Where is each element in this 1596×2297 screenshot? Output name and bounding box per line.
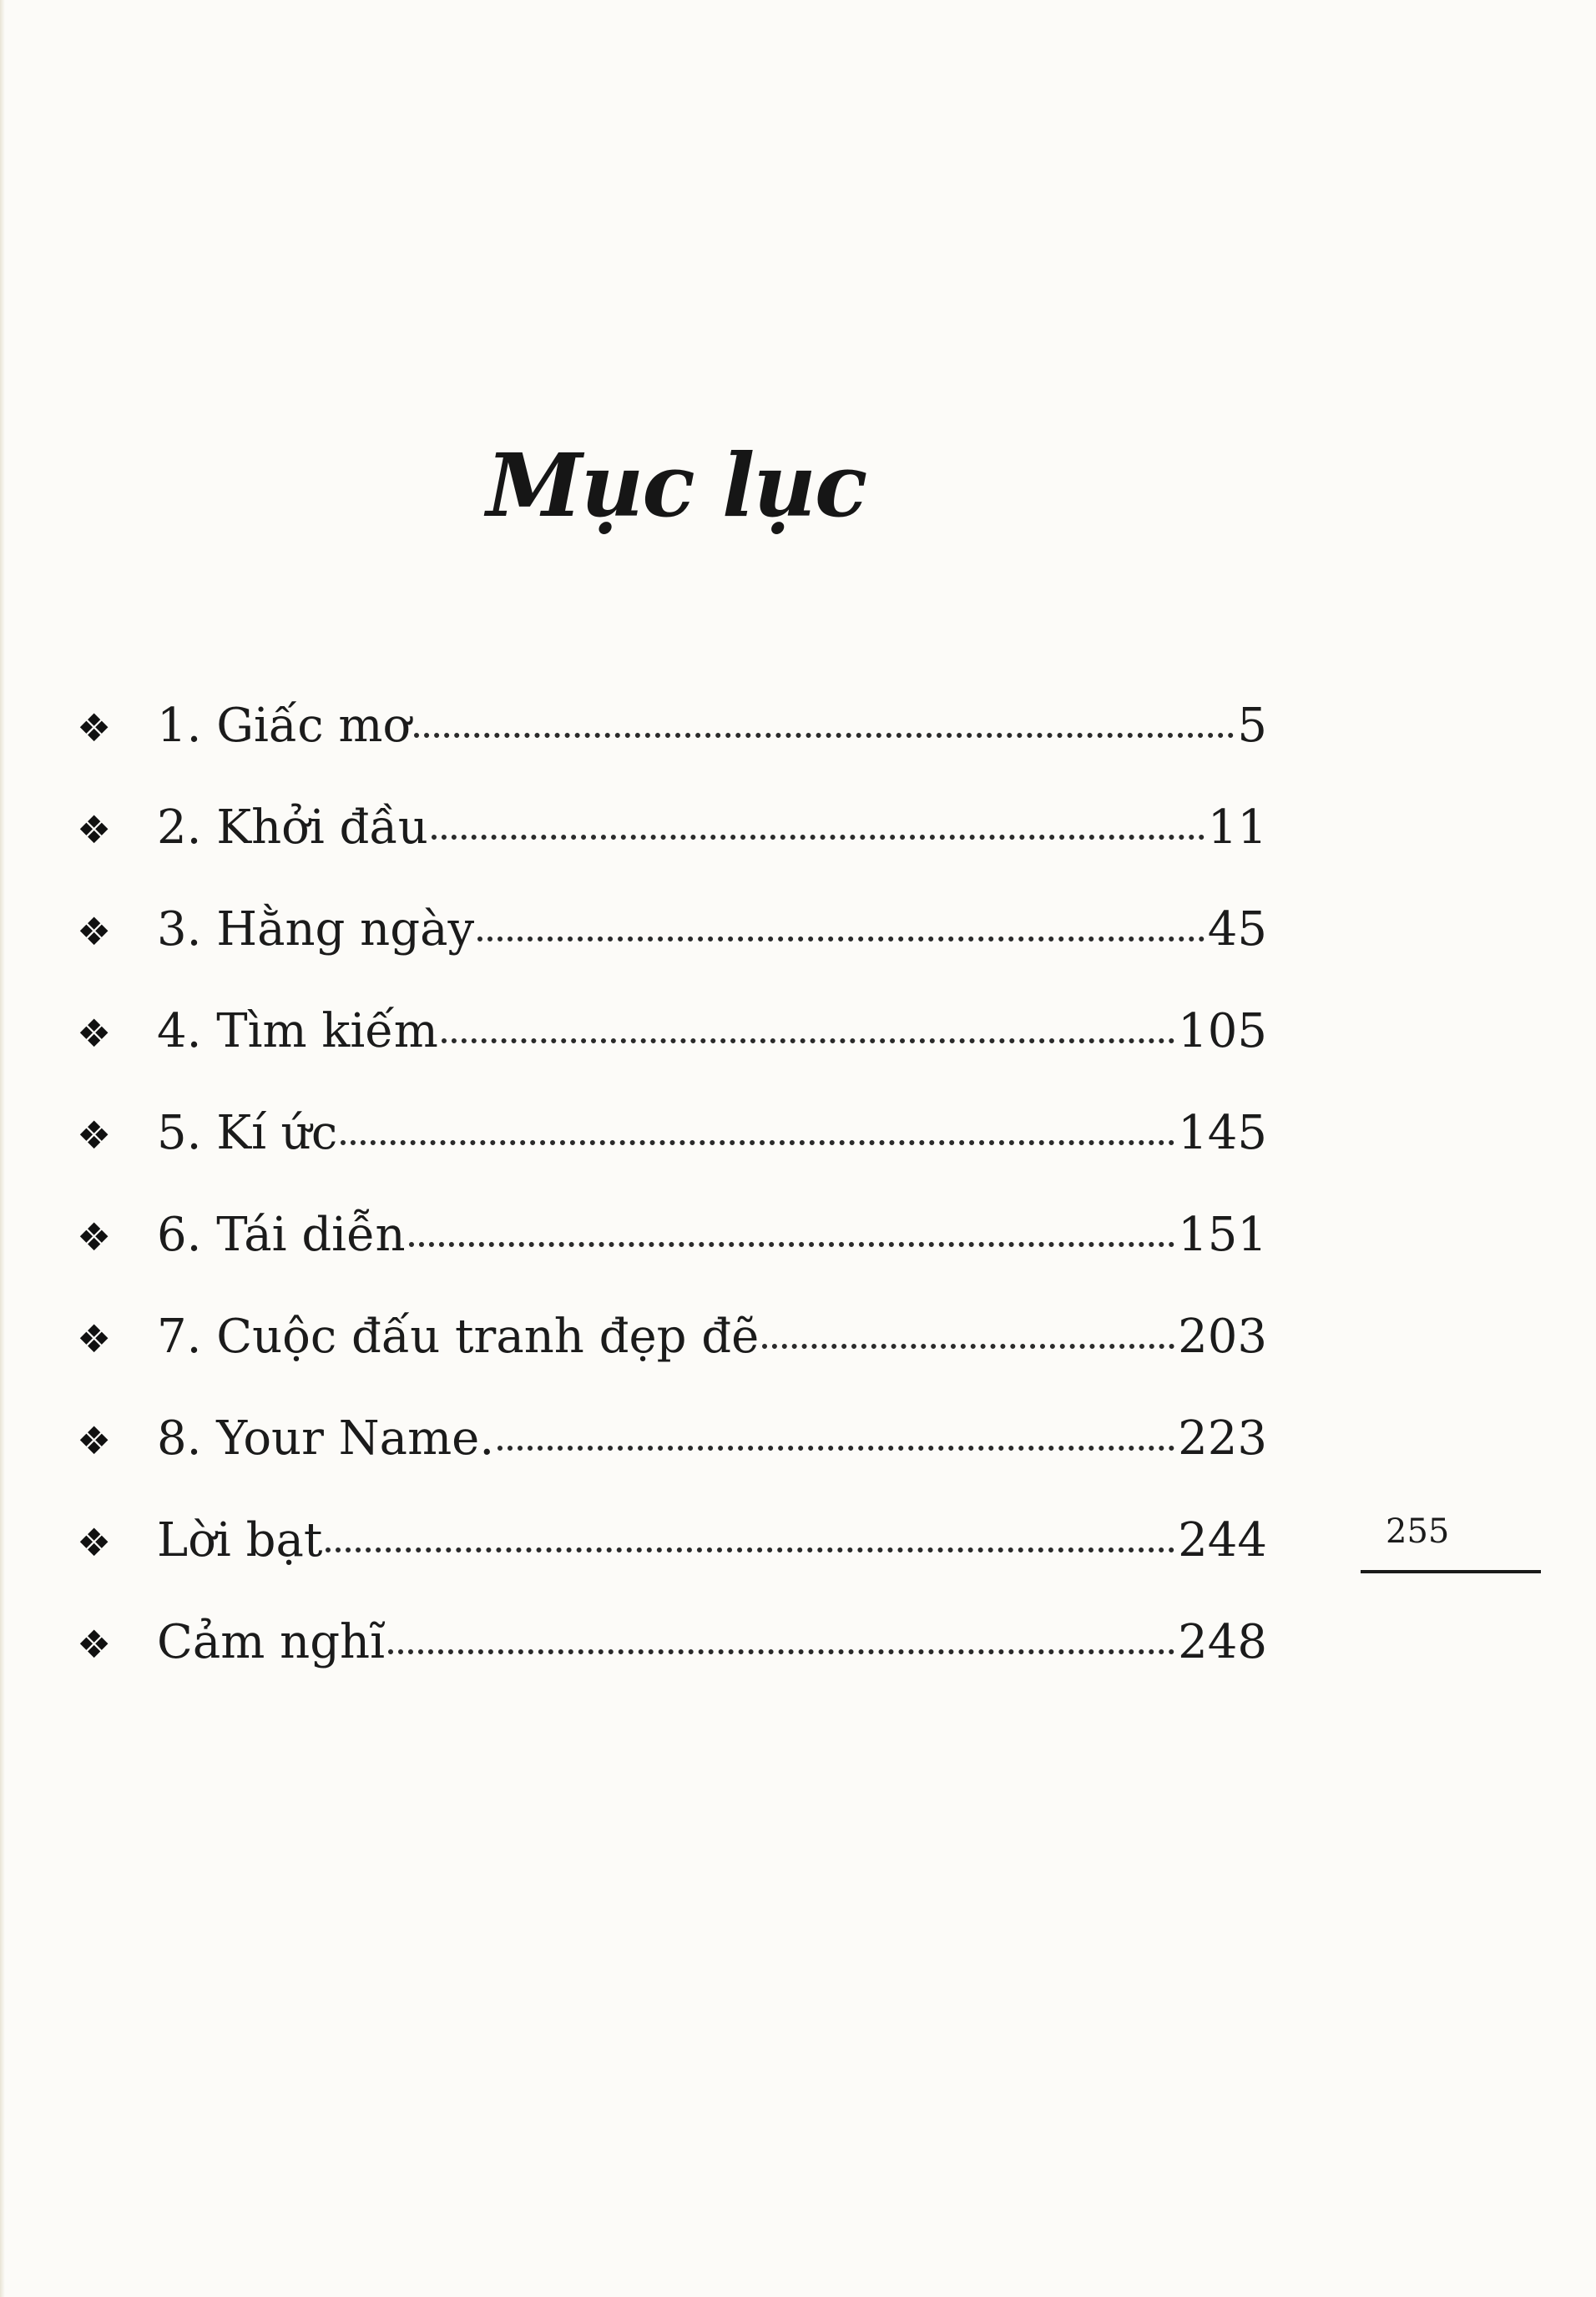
toc-entry-8[interactable] (77, 1411, 1267, 1517)
toc-entry-label: 5. Kí ức (157, 1106, 338, 1160)
toc-entry-label: 2. Khởi đầu (157, 800, 428, 855)
table-of-contents (77, 699, 1267, 1721)
toc-entry-7[interactable] (77, 1310, 1267, 1416)
toc-entry-page: 11 (1207, 800, 1267, 855)
dot-leader (409, 1242, 1175, 1247)
toc-entry-9[interactable] (77, 1513, 1267, 1619)
dot-leader (388, 1649, 1174, 1654)
dot-leader (442, 1038, 1174, 1043)
toc-entry-label: 6. Tái diễn (157, 1208, 406, 1262)
toc-entry-page: 145 (1178, 1106, 1267, 1160)
toc-entry-1[interactable] (77, 699, 1267, 805)
diamond-bullet-icon: ❖ (77, 909, 112, 954)
dot-leader (497, 1446, 1174, 1451)
toc-entry-label: Cảm nghĩ (157, 1615, 386, 1669)
dot-leader (326, 1547, 1174, 1552)
toc-entry-label: 3. Hằng ngày (157, 902, 475, 957)
page-edge (0, 0, 5, 2297)
toc-entry-3[interactable] (77, 902, 1267, 1008)
toc-entry-6[interactable] (77, 1208, 1267, 1314)
diamond-bullet-icon: ❖ (77, 1113, 112, 1158)
diamond-bullet-icon: ❖ (77, 1622, 112, 1667)
toc-entry-label: 1. Giấc mơ (157, 699, 412, 753)
dot-leader (414, 733, 1234, 738)
toc-entry-page: 223 (1178, 1411, 1267, 1466)
toc-entry-label: 8. Your Name. (157, 1411, 495, 1466)
toc-entry-label: 4. Tìm kiếm (157, 1004, 438, 1058)
toc-entry-5[interactable] (77, 1106, 1267, 1212)
diamond-bullet-icon: ❖ (77, 705, 112, 750)
toc-entry-page: 244 (1178, 1513, 1267, 1568)
page-title: Mục lục (486, 434, 866, 537)
diamond-bullet-icon: ❖ (77, 1520, 112, 1565)
toc-entry-page: 248 (1178, 1615, 1267, 1669)
dot-leader (341, 1140, 1174, 1145)
toc-entry-label: Lời bạt (157, 1513, 323, 1568)
diamond-bullet-icon: ❖ (77, 807, 112, 852)
diamond-bullet-icon: ❖ (77, 1011, 112, 1056)
toc-entry-page: 5 (1237, 699, 1267, 753)
diamond-bullet-icon: ❖ (77, 1214, 112, 1260)
page-number: 255 (1386, 1512, 1450, 1551)
folio-rule (1361, 1570, 1541, 1573)
dot-leader (762, 1344, 1174, 1349)
toc-entry-2[interactable] (77, 800, 1267, 906)
dot-leader (477, 936, 1205, 942)
toc-entry-label: 7. Cuộc đấu tranh đẹp đẽ (157, 1310, 760, 1364)
diamond-bullet-icon: ❖ (77, 1418, 112, 1463)
toc-entry-10[interactable] (77, 1615, 1267, 1721)
toc-entry-page: 45 (1207, 902, 1267, 957)
toc-entry-page: 151 (1178, 1208, 1267, 1262)
toc-entry-page: 105 (1178, 1004, 1267, 1058)
dot-leader (432, 835, 1205, 840)
diamond-bullet-icon: ❖ (77, 1316, 112, 1361)
toc-entry-4[interactable] (77, 1004, 1267, 1110)
toc-entry-page: 203 (1178, 1310, 1267, 1364)
